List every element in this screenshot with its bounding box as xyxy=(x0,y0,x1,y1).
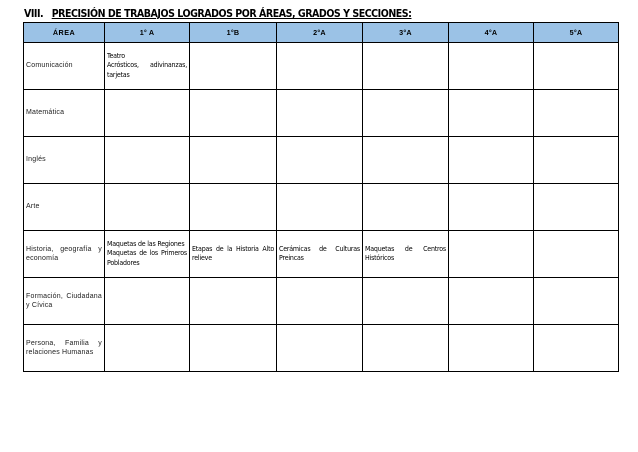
work-cell-1b xyxy=(190,325,277,372)
work-cell-1a xyxy=(105,184,190,231)
work-cell-2a xyxy=(277,90,363,137)
table-row xyxy=(24,90,619,137)
area-cell: Historia, geografía y economía xyxy=(24,231,105,278)
work-cell-4a xyxy=(449,325,534,372)
work-cell-4a xyxy=(449,231,534,278)
work-cell-4a xyxy=(449,278,534,325)
work-cell-3a xyxy=(363,278,449,325)
work-cell-5a xyxy=(534,184,619,231)
work-cell-1b xyxy=(190,137,277,184)
table-row xyxy=(24,325,619,372)
work-item: Maquetas de los Primeros Pobladores xyxy=(107,249,187,267)
section-number: VIII. xyxy=(24,9,44,20)
work-cell-4a xyxy=(449,137,534,184)
area-cell: Formación, Ciudadana y Cívica xyxy=(24,278,105,325)
area-cell: Persona, Familia y relaciones Humanas xyxy=(24,325,105,372)
work-item: Acrósticos, adivinanzas, tarjetas xyxy=(107,61,187,79)
work-cell-1a xyxy=(105,231,190,278)
work-cell-1a xyxy=(105,325,190,372)
area-cell: Inglés xyxy=(24,137,105,184)
work-cell-5a xyxy=(534,43,619,90)
header-grade-1a: 1° A xyxy=(105,23,190,43)
work-cell-1a xyxy=(105,137,190,184)
work-cell-1b xyxy=(190,231,277,278)
work-cell-5a xyxy=(534,278,619,325)
work-cell-1a xyxy=(105,278,190,325)
work-cell-2a xyxy=(277,231,363,278)
work-cell-3a xyxy=(363,90,449,137)
work-cell-2a xyxy=(277,137,363,184)
header-area: ÁREA xyxy=(24,23,105,43)
work-cell-2a xyxy=(277,325,363,372)
header-row xyxy=(24,23,619,43)
work-cell-3a xyxy=(363,325,449,372)
table-row xyxy=(24,278,619,325)
work-cell-2a xyxy=(277,184,363,231)
works-table xyxy=(23,22,619,372)
work-cell-4a xyxy=(449,90,534,137)
work-item: Cerámicas de Culturas Preincas xyxy=(279,244,360,262)
work-cell-2a xyxy=(277,43,363,90)
work-cell-1b xyxy=(190,278,277,325)
work-cell-1a xyxy=(105,90,190,137)
table-row xyxy=(24,231,619,278)
header-grade-5a: 5°A xyxy=(534,23,619,43)
area-cell: Arte xyxy=(24,184,105,231)
table-row xyxy=(24,43,619,90)
work-cell-5a xyxy=(534,325,619,372)
header-grade-2a: 2°A xyxy=(277,23,363,43)
work-item: Maquetas de Centros Históricos xyxy=(365,244,446,262)
table-row xyxy=(24,184,619,231)
work-cell-5a xyxy=(534,231,619,278)
work-cell-4a xyxy=(449,184,534,231)
work-cell-3a xyxy=(363,184,449,231)
table-row xyxy=(24,137,619,184)
work-item: Etapas de la Historia Alto relieve xyxy=(192,244,274,262)
section-heading xyxy=(24,9,582,20)
area-cell: Comunicación xyxy=(24,43,105,90)
work-cell-1b xyxy=(190,43,277,90)
work-item: Maquetas de las Regiones xyxy=(107,239,185,248)
work-cell-3a xyxy=(363,231,449,278)
work-cell-4a xyxy=(449,43,534,90)
header-grade-4a: 4°A xyxy=(449,23,534,43)
work-cell-5a xyxy=(534,137,619,184)
work-cell-3a xyxy=(363,137,449,184)
section-title: PRECISIÓN DE TRABAJOS LOGRADOS POR ÁREAS, GRADOS Y SECCIONES: xyxy=(51,9,412,20)
work-cell-5a xyxy=(534,90,619,137)
work-cell-2a xyxy=(277,278,363,325)
header-grade-3a: 3°A xyxy=(363,23,449,43)
work-item: Teatro xyxy=(107,51,125,60)
work-cell-3a xyxy=(363,43,449,90)
header-grade-1b: 1°B xyxy=(190,23,277,43)
work-cell-1b xyxy=(190,90,277,137)
work-cell-1b xyxy=(190,184,277,231)
work-cell-1a xyxy=(105,43,190,90)
area-cell: Matemática xyxy=(24,90,105,137)
